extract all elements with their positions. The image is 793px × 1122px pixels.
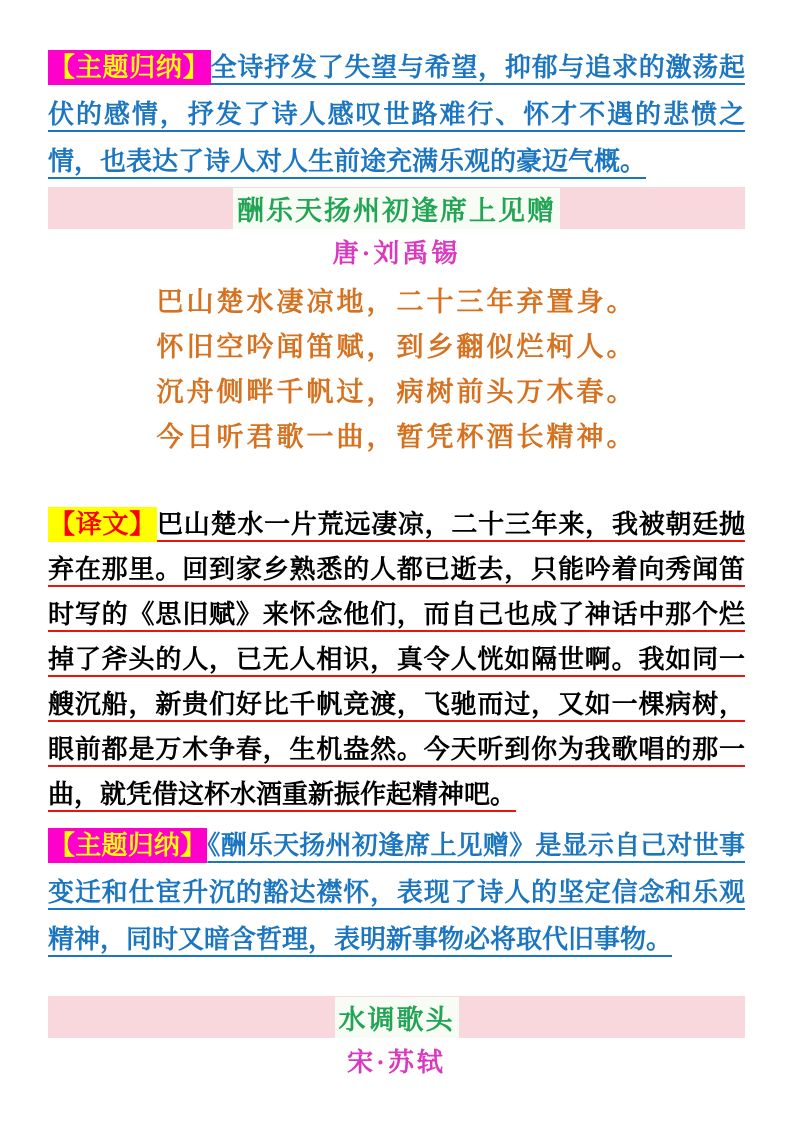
poem-line-4: 今日听君歌一曲，暂凭杯酒长精神。 (156, 422, 637, 452)
poem-title-2: 水调歌头 (335, 997, 459, 1038)
poem-line-3: 沉舟侧畔千帆过，病树前头万木春。 (156, 377, 637, 407)
poem-title-1: 酬乐天扬州初逢席上见赠 (233, 188, 560, 229)
poem-body-1 (48, 280, 745, 460)
translation-text: 巴山楚水一片荒远凄凉，二十三年来，我被朝廷抛弃在那里。回到家乡熟悉的人都已逝去，只能吟着向秀闻笛时写的《思旧赋》来怀念他们，而自己也成了神话中那个烂掉了斧头的人，已无人相识，真令人恍如隔世啊。我如同一艘沉船，新贵们好比千帆竞渡，飞驰而过，又如一棵病树，眼前都是万木争春，生机盎然。今天听到你为我歌唱的那一曲，就凭借这杯水酒重新振作起精神吧。 (48, 510, 745, 809)
translation-label: 【译文】 (48, 507, 157, 542)
theme-summary-2 (48, 822, 745, 963)
poem-author-2: 宋·苏轼 (347, 1048, 446, 1077)
theme-summary-1 (48, 44, 745, 185)
poem-title-band-2 (48, 996, 745, 1038)
translation-section (48, 502, 745, 817)
poem-title-band-1 (48, 187, 745, 229)
theme-summary-text-2: 《酬乐天扬州初逢席上见赠》是显示自己对世事变迁和仕宦升沉的豁达襟怀，表现了诗人的坚定信念和乐观精神，同时又暗含哲理，表明新事物必将取代旧事物。 (48, 831, 745, 954)
theme-summary-label: 【主题归纳】 (48, 50, 211, 85)
poem-line-2: 怀旧空吟闻笛赋，到乡翻似烂柯人。 (156, 332, 637, 362)
poem-author-1: 唐·刘禹锡 (332, 239, 461, 268)
theme-summary-label-2: 【主题归纳】 (48, 828, 207, 863)
translation-paragraph (48, 502, 745, 817)
theme-summary-text: 全诗抒发了失望与希望，抑郁与追求的激荡起伏的感情，抒发了诗人感叹世路难行、怀才不遇的悲愤之情，也表达了诗人对人生前途充满乐观的豪迈气概。 (48, 53, 745, 176)
theme-summary-2-section (48, 822, 745, 963)
poem-line-1: 巴山楚水凄凉地，二十三年弃置身。 (156, 287, 637, 317)
